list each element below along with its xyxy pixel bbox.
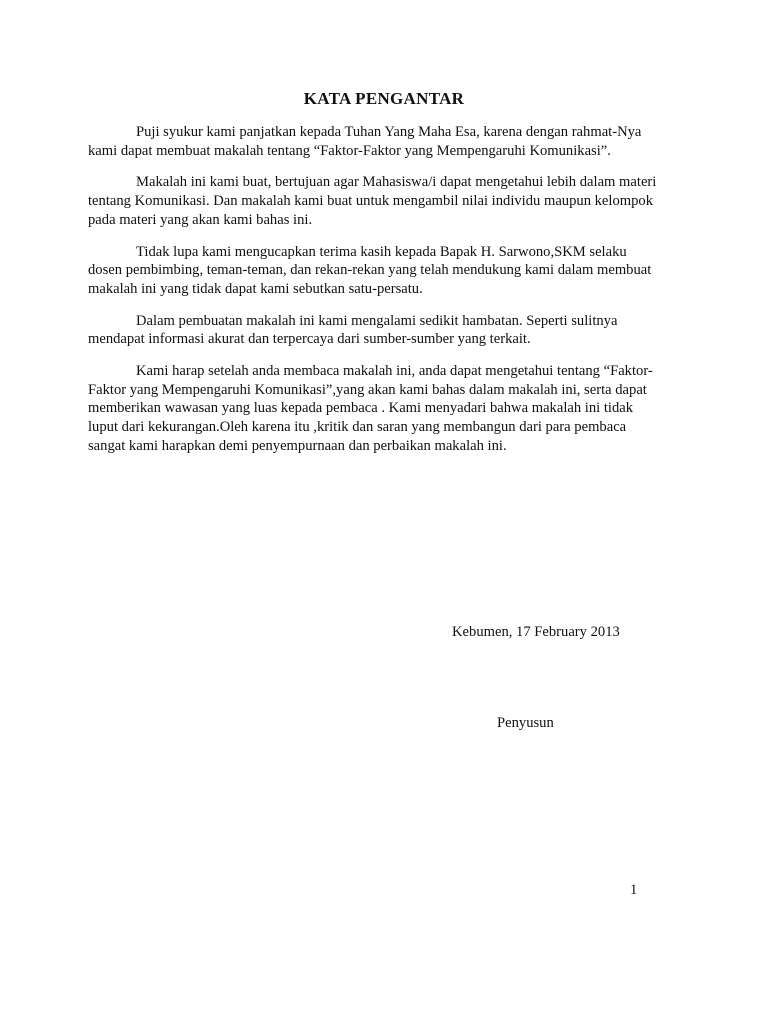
signer-label: Penyusun (497, 715, 554, 731)
paragraph-line: Makalah ini kami buat, bertujuan agar Mahasiswa/i dapat mengetahui lebih dalam materi (136, 174, 657, 191)
paragraph-line: Puji syukur kami panjatkan kepada Tuhan Yang Maha Esa, karena dengan rahmat-Nya (136, 124, 642, 140)
paragraph-line: sangat kami harapkan demi penyempurnaan dan perbaikan makalah ini. (88, 437, 507, 454)
paragraph-5 (88, 362, 684, 456)
paragraph-line: mendapat informasi akurat dan terpercaya dari sumber-sumber yang terkait. (88, 331, 531, 348)
document-title: KATA PENGANTAR (303, 89, 465, 108)
paragraph-line: luput dari kekurangan.Oleh karena itu ,kritik dan saran yang membangun dari para pembaca (88, 419, 627, 436)
paragraph-line: Tidak lupa kami mengucapkan terima kasih kepada Bapak H. Sarwono,SKM selaku (136, 243, 627, 260)
paragraph-line: Kami harap setelah anda membaca makalah ini, anda dapat mengetahui tentang “Faktor- (136, 363, 653, 380)
page-number: 1 (630, 882, 638, 898)
paragraph-1 (88, 123, 684, 160)
paragraph-4 (88, 312, 684, 349)
paragraph-line: Dalam pembuatan makalah ini kami mengalami sedikit hambatan. Seperti sulitnya (136, 312, 618, 329)
document-body (88, 123, 684, 469)
paragraph-line: tentang Komunikasi. Dan makalah kami buat untuk mengambil nilai individu maupun kelompok (88, 193, 654, 210)
paragraph-3 (88, 243, 684, 299)
paragraph-line: memberikan wawasan yang luas kepada pembaca . Kami menyadari bahwa makalah ini tidak (88, 400, 634, 417)
paragraph-line: makalah ini yang tidak dapat kami sebutkan satu-persatu. (88, 280, 423, 297)
paragraph-line: pada materi yang akan kami bahas ini. (88, 211, 313, 228)
paragraph-line: kami dapat membuat makalah tentang “Faktor-Faktor yang Mempengaruhi Komunikasi”. (88, 142, 611, 159)
paragraph-line: dosen pembimbing, teman-teman, dan rekan-rekan yang telah mendukung kami dalam membuat (88, 262, 652, 279)
paragraph-line: Faktor yang Mempengaruhi Komunikasi”,yang akan kami bahas dalam makalah ini, serta dapat (88, 381, 647, 398)
place-date: Kebumen, 17 February 2013 (452, 624, 620, 640)
paragraph-2 (88, 173, 684, 229)
